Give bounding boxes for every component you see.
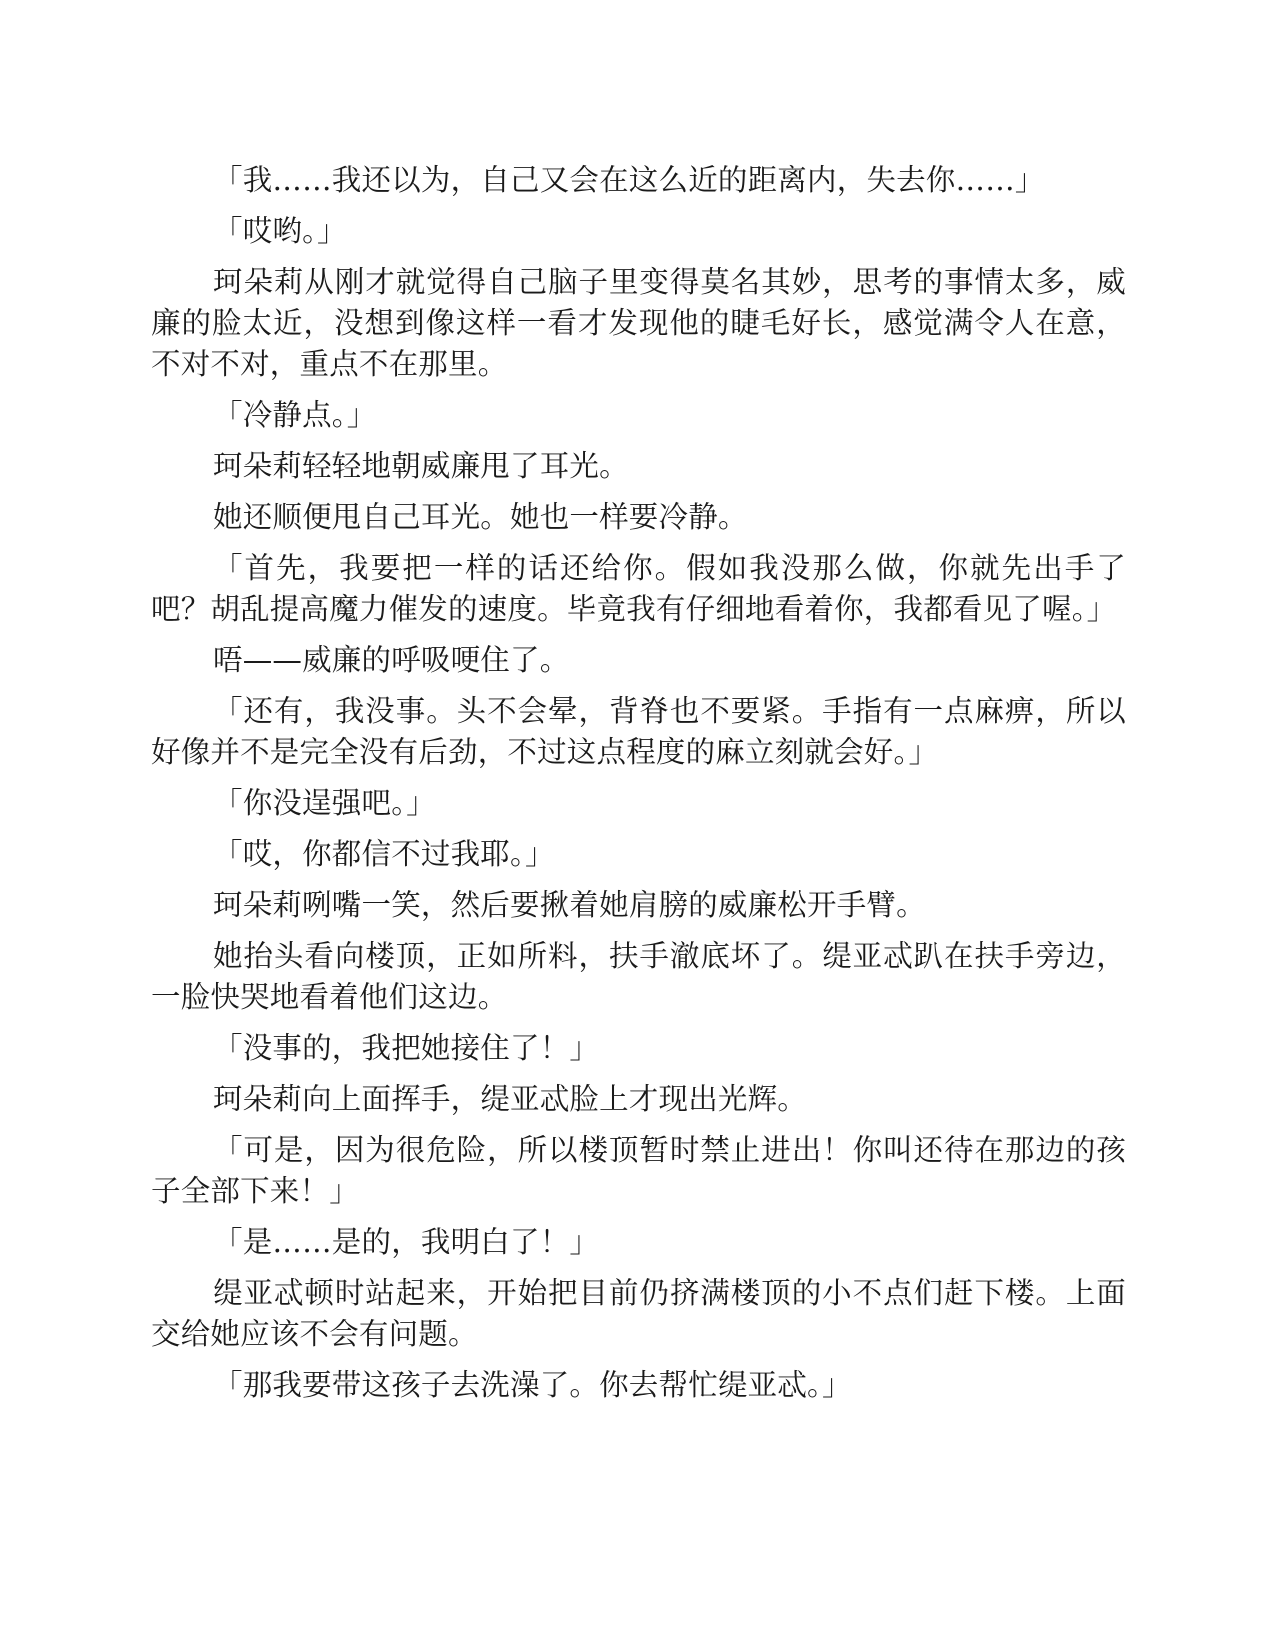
paragraph: 珂朵莉从刚才就觉得自己脑子里变得莫名其妙，思考的事情太多，威廉的脸太近，没想到像这样一看才发现他的睫毛好长，感觉满令人在意，不对不对，重点不在那里。 (151, 265, 1126, 381)
paragraph: 「你没逞强吧。」 (213, 786, 436, 820)
paragraph: 「还有，我没事。头不会晕，背脊也不要紧。手指有一点麻痹，所以好像并不是完全没有后劲，不过这点程度的麻立刻就会好。」 (151, 694, 1126, 769)
paragraph: 「没事的，我把她接住了！」 (213, 1031, 600, 1065)
paragraph: 「我……我还以为，自己又会在这么近的距离内，失去你……」 (213, 163, 1045, 197)
paragraph: 「可是，因为很危险，所以楼顶暂时禁止进出！你叫还待在那边的孩子全部下来！」 (151, 1133, 1126, 1208)
paragraph: 「冷静点。」 (213, 398, 377, 432)
paragraph: 「那我要带这孩子去洗澡了。你去帮忙缇亚忒。」 (213, 1368, 852, 1402)
paragraph: 缇亚忒顿时站起来，开始把目前仍挤满楼顶的小不点们赶下楼。上面交给她应该不会有问题。 (151, 1276, 1126, 1351)
paragraph: 她还顺便甩自己耳光。她也一样要冷静。 (213, 500, 748, 534)
paragraph: 珂朵莉咧嘴一笑，然后要揪着她肩膀的威廉松开手臂。 (213, 888, 926, 922)
paragraph: 「哎，你都信不过我耶。」 (213, 837, 555, 871)
paragraph: 「哎哟。」 (213, 214, 347, 248)
paragraph: 她抬头看向楼顶，正如所料，扶手澈底坏了。缇亚忒趴在扶手旁边，一脸快哭地看着他们这边。 (151, 939, 1126, 1014)
paragraph: 「是……是的，我明白了！」 (213, 1225, 600, 1259)
paragraph: 珂朵莉向上面挥手，缇亚忒脸上才现出光辉。 (213, 1082, 808, 1116)
paragraph: 珂朵莉轻轻地朝威廉甩了耳光。 (213, 449, 629, 483)
document-page (151, 160, 1126, 1416)
paragraph: 「首先，我要把一样的话还给你。假如我没那么做，你就先出手了吧？胡乱提高魔力催发的速度。毕竟我有仔细地看着你，我都看见了喔。」 (151, 551, 1126, 626)
paragraph: 唔——威廉的呼吸哽住了。 (213, 643, 570, 677)
